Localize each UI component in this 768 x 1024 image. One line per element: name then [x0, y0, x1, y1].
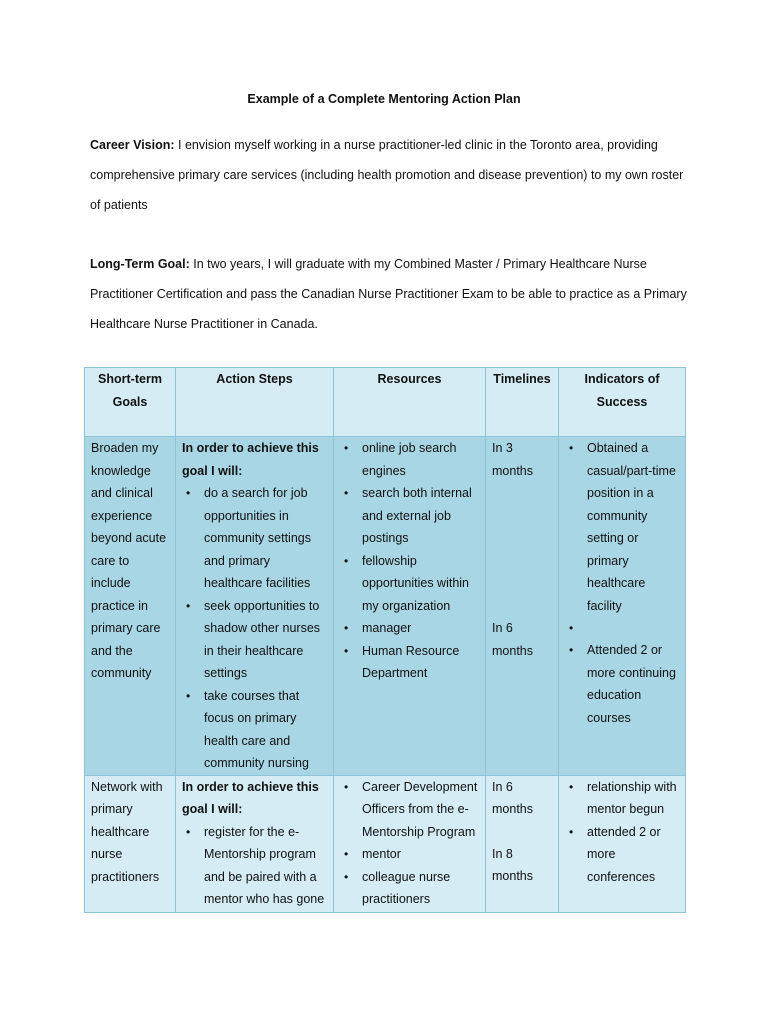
- list-item: • seek opportunities to shadow other nurses in their healthcare settings: [204, 595, 327, 685]
- list-item: • attended 2 or more conferences: [587, 821, 679, 889]
- action-intro: In order to achieve this goal I will:: [182, 779, 319, 816]
- header-indicators: Indicators of Success: [559, 368, 686, 437]
- action-intro: In order to achieve this goal I will:: [182, 441, 319, 478]
- table-row: [85, 437, 686, 776]
- table-header-row: [85, 368, 686, 437]
- list-item: • Obtained a casual/part-time position in a community setting or primary healthcare facility: [587, 437, 679, 617]
- indicators-cell: [559, 775, 686, 912]
- list-item: • Human Resource Department: [362, 640, 479, 685]
- list-item: • register for the e-Mentorship program and be paired with a mentor who has gone: [204, 821, 327, 911]
- resources-cell: [334, 775, 486, 912]
- list-item: • Attended 2 or more continuing education courses: [587, 639, 679, 729]
- long-term-goal-paragraph: [90, 249, 690, 339]
- list-item: • online job search engines: [362, 437, 479, 482]
- list-item: • do a search for job opportunities in community settings and primary healthcare facilities: [204, 482, 327, 595]
- list-item: • relationship with mentor begun: [587, 776, 679, 821]
- page-title: Example of a Complete Mentoring Action Plan: [247, 92, 521, 106]
- indicators-cell: [559, 437, 686, 776]
- goal-cell: Broaden my knowledge and clinical experience beyond acute care to include practice in primary care and the community: [85, 437, 176, 776]
- list-item: • manager: [362, 617, 479, 640]
- header-short-term-goals: Short-term Goals: [85, 368, 176, 437]
- timeline-entry: In 3 months: [492, 441, 533, 478]
- long-term-goal-text: In two years, I will graduate with my Combined Master / Primary Healthcare Nurse Practitioner Certification and pass the Canadian Nurse Practitioner Exam to be able to practice as a Primary Healthcare Nurse Practitioner in Canada.: [90, 257, 687, 331]
- list-item: • Career Development Officers from the e-Mentorship Program: [362, 776, 479, 844]
- career-vision-text: I envision myself working in a nurse practitioner-led clinic in the Toronto area, providing comprehensive primary care services (including health promotion and disease prevention) to my own roster of patients: [90, 138, 684, 212]
- action-plan-table: [84, 367, 686, 913]
- action-steps-cell: [176, 775, 334, 912]
- career-vision-paragraph: [90, 130, 690, 220]
- header-timelines: Timelines: [486, 368, 559, 437]
- timelines-cell: [486, 775, 559, 912]
- timeline-entry: In 6 months: [492, 779, 533, 816]
- list-item: • mentor: [362, 843, 479, 866]
- list-item: • take courses that focus on primary health care and community nursing: [204, 685, 327, 775]
- long-term-goal-label: Long-Term Goal:: [90, 257, 190, 271]
- goal-cell: Network with primary healthcare nurse practitioners: [85, 775, 176, 912]
- list-item: • search both internal and external job postings: [362, 482, 479, 550]
- header-resources: Resources: [334, 368, 486, 437]
- timeline-entry: In 6 months: [492, 621, 533, 658]
- timelines-cell: [486, 437, 559, 776]
- resources-cell: [334, 437, 486, 776]
- timeline-entry: In 8 months: [492, 846, 533, 883]
- list-spacer: [587, 617, 679, 639]
- career-vision-label: Career Vision:: [90, 138, 175, 152]
- header-action-steps: Action Steps: [176, 368, 334, 437]
- list-item: • colleague nurse practitioners: [362, 866, 479, 911]
- table-row: [85, 775, 686, 912]
- list-item: • fellowship opportunities within my organization: [362, 550, 479, 618]
- action-steps-cell: [176, 437, 334, 776]
